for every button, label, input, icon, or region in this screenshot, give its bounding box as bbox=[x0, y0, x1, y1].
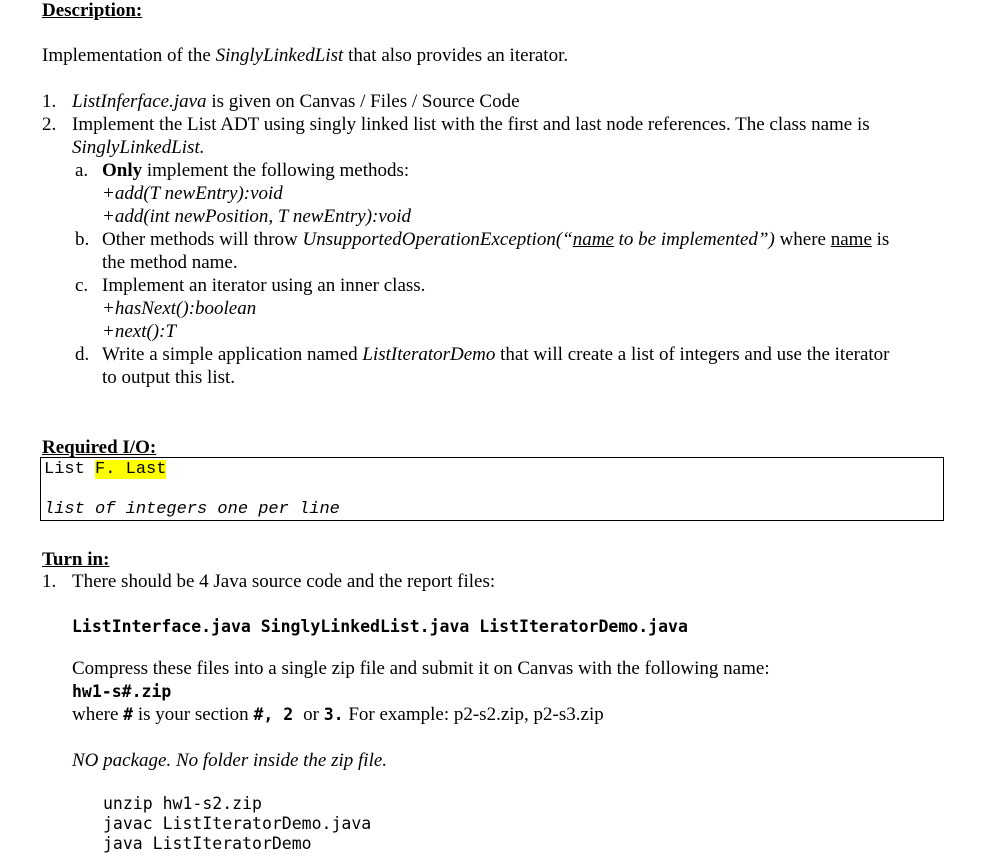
turn-in-heading: Turn in: bbox=[42, 549, 110, 570]
io-line-1: List F. Last bbox=[44, 460, 167, 479]
sub-item-b-line1: Other methods will throw UnsupportedOperationException(“name to be implemented”) where name is bbox=[102, 229, 890, 250]
command-java: java ListIteratorDemo bbox=[103, 834, 312, 853]
command-javac: javac ListIteratorDemo.java bbox=[103, 814, 372, 833]
list-item-2-number: 2. bbox=[42, 114, 57, 135]
list-item-2-line2: SinglyLinkedList. bbox=[72, 137, 205, 158]
sub-item-c-letter: c. bbox=[75, 275, 89, 296]
sub-item-c: Implement an iterator using an inner class. bbox=[102, 275, 426, 296]
sub-item-b-line2: the method name. bbox=[102, 252, 238, 273]
description-heading: Description: bbox=[42, 0, 143, 21]
section-text: where # is your section #, 2 or 3. For example: p2-s2.zip, p2-s3.zip bbox=[72, 704, 604, 725]
sub-item-b-letter: b. bbox=[75, 229, 90, 250]
sub-item-d-line2: to output this list. bbox=[102, 367, 236, 388]
no-package-note: NO package. No folder inside the zip file. bbox=[72, 750, 388, 771]
zip-name: hw1-s#.zip bbox=[72, 682, 172, 701]
command-unzip: unzip hw1-s2.zip bbox=[103, 794, 262, 813]
list-item-1: ListInferface.java is given on Canvas / Files / Source Code bbox=[72, 91, 520, 112]
sub-item-a-letter: a. bbox=[75, 160, 89, 181]
turn-in-item-1: There should be 4 Java source code and the report files: bbox=[72, 571, 496, 592]
turn-in-item-1-number: 1. bbox=[42, 571, 57, 592]
method-add-2: +add(int newPosition, T newEntry):void bbox=[102, 206, 412, 227]
method-next: +next():T bbox=[102, 321, 177, 342]
method-add-1: +add(T newEntry):void bbox=[102, 183, 283, 204]
highlighted-name: F. Last bbox=[95, 460, 167, 479]
required-io-box bbox=[40, 457, 944, 521]
list-item-2-line1: Implement the List ADT using singly linked list with the first and last node references. The class name is bbox=[72, 114, 870, 135]
sub-item-d-line1: Write a simple application named ListIteratorDemo that will create a list of integers and use the iterator bbox=[102, 344, 890, 365]
io-line-2: list of integers one per line bbox=[44, 500, 340, 519]
method-hasnext: +hasNext():boolean bbox=[102, 298, 257, 319]
compress-text: Compress these files into a single zip file and submit it on Canvas with the following name: bbox=[72, 658, 770, 679]
sub-item-d-letter: d. bbox=[75, 344, 90, 365]
file-list: ListInterface.java SinglyLinkedList.java ListIteratorDemo.java bbox=[72, 617, 688, 636]
list-item-1-number: 1. bbox=[42, 91, 57, 112]
sub-item-a: Only implement the following methods: bbox=[102, 160, 410, 181]
required-io-heading: Required I/O: bbox=[42, 437, 157, 458]
description-intro: Implementation of the SinglyLinkedList that also provides an iterator. bbox=[42, 45, 569, 66]
